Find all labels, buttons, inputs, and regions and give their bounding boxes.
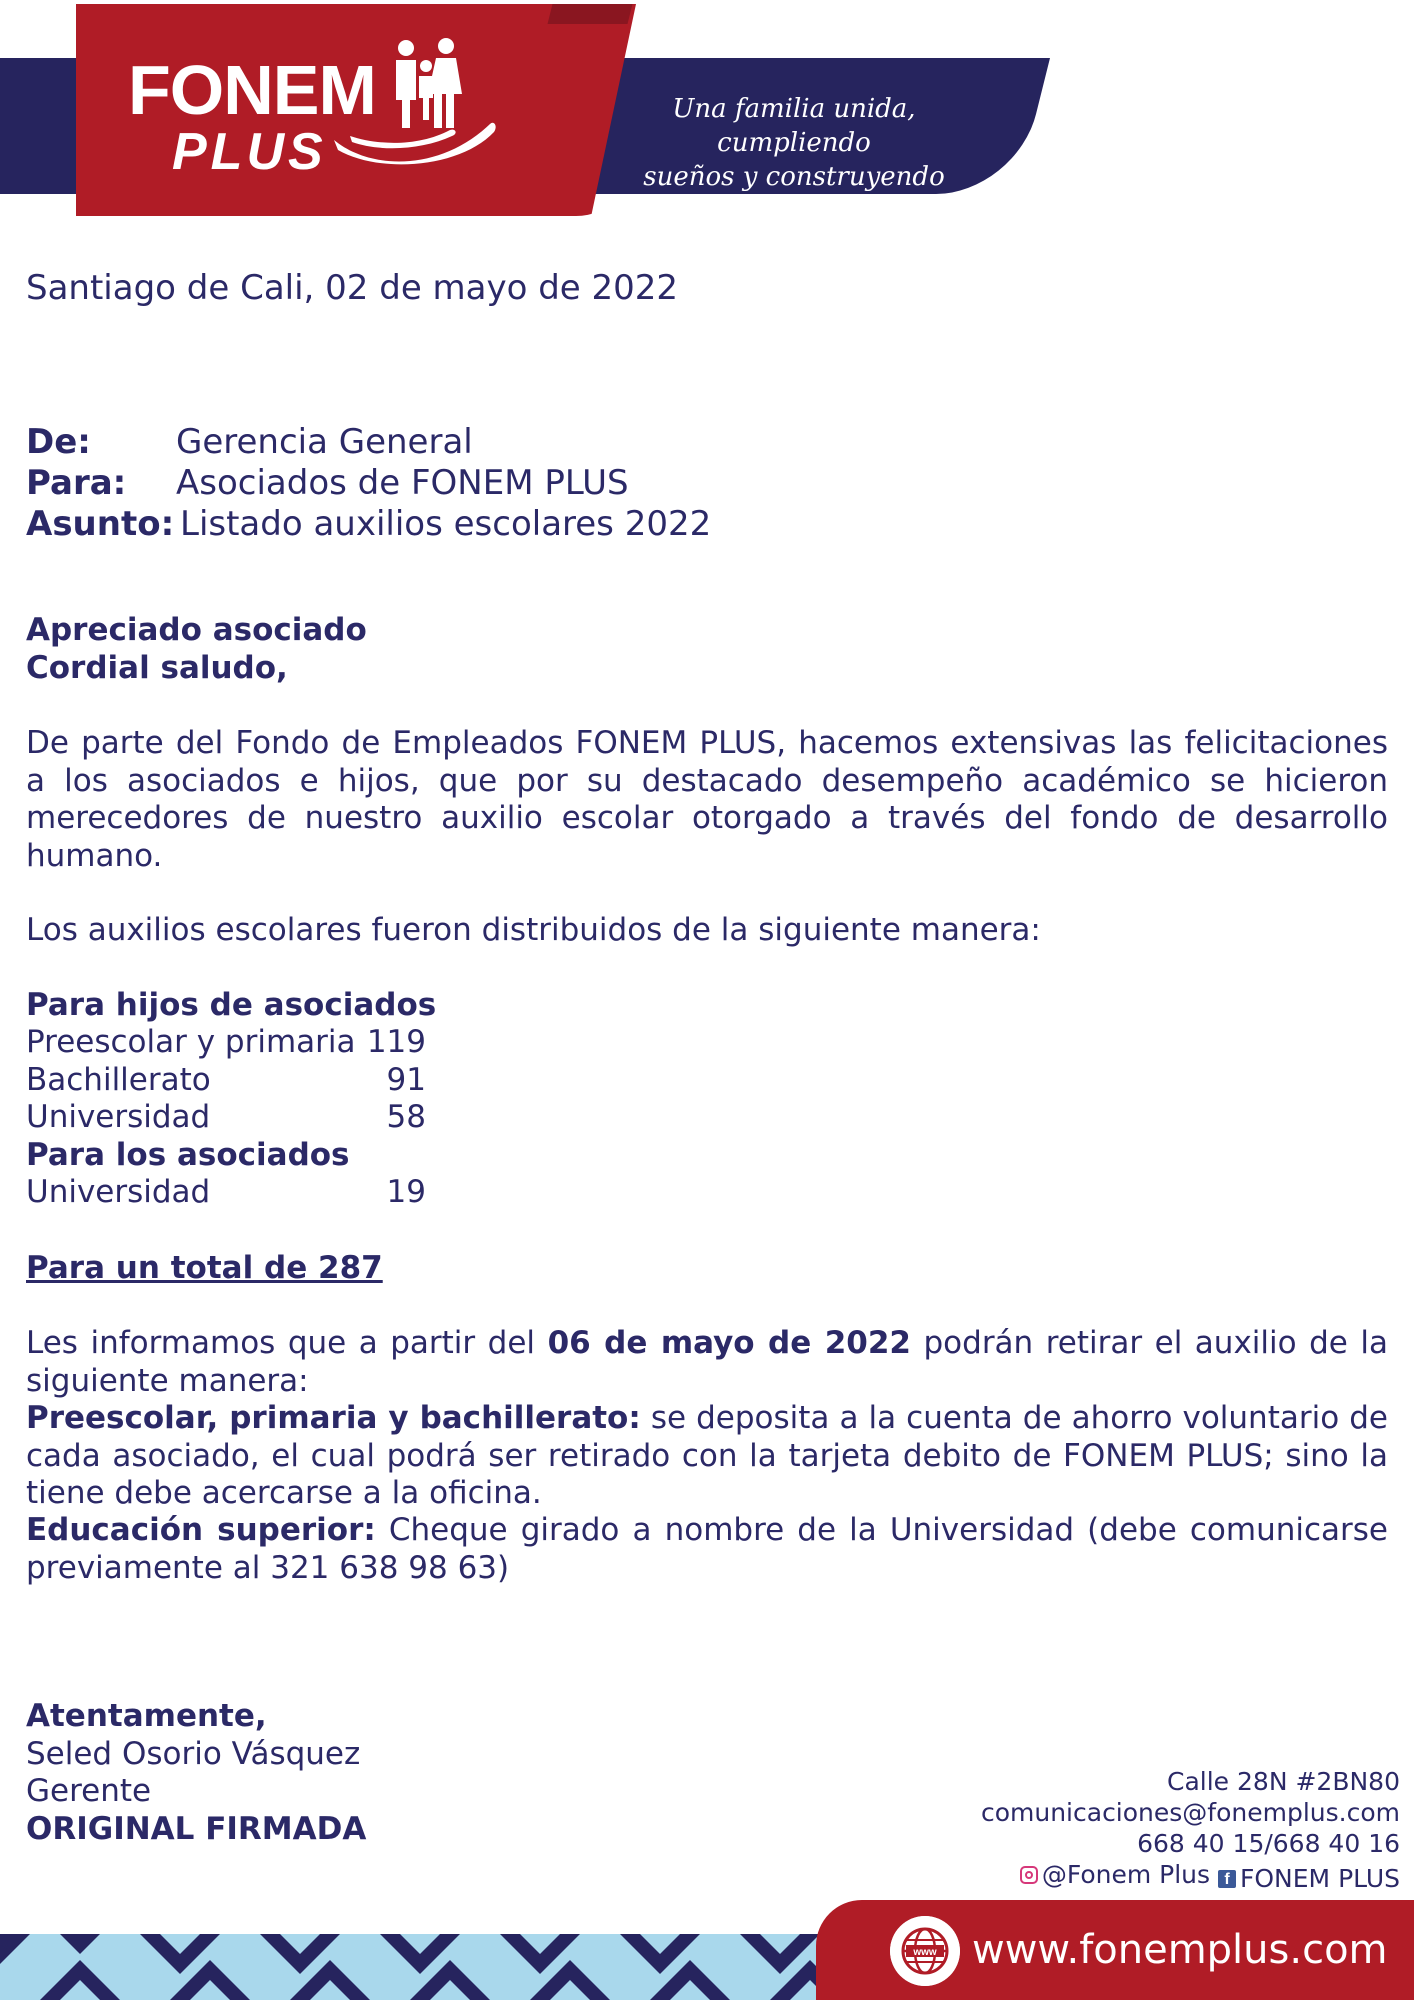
table-row <box>26 1062 426 1100</box>
tagline-line-2: sueños y construyendo bienestar <box>643 162 945 226</box>
paragraph-distribution: Los auxilios escolares fueron distribuidos de la siguiente manera: <box>26 912 1041 948</box>
footer-pattern <box>0 1934 840 2000</box>
signed-note: ORIGINAL FIRMADA <box>26 1811 367 1847</box>
from-value: Gerencia General <box>176 422 473 462</box>
svg-text:www: www <box>913 1947 937 1958</box>
group-associates-title-text: Para los asociados <box>26 1136 350 1173</box>
website-link[interactable]: www.fonemplus.com <box>972 1927 1388 1973</box>
to-value: Asociados de FONEM PLUS <box>176 463 629 503</box>
from-row <box>26 422 473 463</box>
facebook-handle: FONEM PLUS <box>1240 1864 1400 1893</box>
to-row <box>26 463 629 504</box>
contact-block <box>981 1766 1400 1894</box>
info-date: 06 de mayo de 2022 <box>547 1325 911 1361</box>
instagram-link[interactable] <box>1020 1859 1210 1890</box>
level-count: 119 <box>366 1024 426 1060</box>
subject-label: Asunto: <box>26 504 175 544</box>
info-post: podrán retirar el auxilio de la siguiente manera: <box>26 1325 1388 1399</box>
globe-icon <box>890 1916 960 1986</box>
paragraph-method-school <box>26 1400 1388 1513</box>
level-count: 19 <box>386 1174 426 1210</box>
phones: 668 40 15/668 40 16 <box>1137 1829 1400 1858</box>
paragraph-congratulations: De parte del Fondo de Empleados FONEM PLUS, hacemos extensivas las felicitaciones a los asociados e hijos, que por su destacado desempeño académico se hicieron merecedores de nuestro auxilio escolar otorgado a través del fondo de desarrollo humano. <box>26 725 1388 874</box>
email-link[interactable]: comunicaciones@fonemplus.com <box>980 1798 1400 1827</box>
table-row <box>26 1174 426 1212</box>
table-row <box>26 1099 426 1137</box>
paragraph-info <box>26 1325 1388 1400</box>
level-name: Preescolar y primaria <box>26 1024 356 1060</box>
total-line: Para un total de 287 <box>26 1250 383 1286</box>
facebook-link[interactable] <box>1218 1863 1400 1894</box>
greeting-line-2: Cordial saludo, <box>26 650 288 686</box>
level-name: Universidad <box>26 1174 211 1210</box>
tagline-line-1: Una familia unida, cumpliendo <box>672 94 916 158</box>
method-university-label: Educación superior: <box>26 1512 376 1548</box>
banner-red-accent <box>548 4 633 24</box>
greeting-line-1: Apreciado asociado <box>26 612 367 648</box>
group-children-title: Para hijos de asociados <box>26 987 437 1023</box>
social-row <box>981 1859 1400 1894</box>
group-associates-title <box>26 1137 426 1175</box>
facebook-icon: f <box>1218 1870 1236 1888</box>
subject-row <box>26 504 711 545</box>
letter-date: Santiago de Cali, 02 de mayo de 2022 <box>26 268 679 308</box>
paragraph-method-university <box>26 1512 1388 1587</box>
signer-name: Seled Osorio Vásquez <box>26 1736 361 1772</box>
info-pre: Les informamos que a partir del <box>26 1325 548 1361</box>
instagram-handle: @Fonem Plus <box>1041 1860 1211 1889</box>
level-name: Bachillerato <box>26 1061 211 1098</box>
method-school-text: se deposita a la cuenta de ahorro voluntario de cada asociado, el cual podrá ser retirado con la tarjeta debito de FONEM PLUS; sino la tiene debe acercarse a la oficina. <box>26 1400 1388 1511</box>
from-label: De: <box>26 422 91 462</box>
hand-icon <box>330 110 500 170</box>
closing: Atentamente, <box>26 1698 267 1734</box>
level-count: 58 <box>386 1099 426 1135</box>
table-row <box>26 1024 426 1062</box>
logo-wordmark-fonem: FONEM <box>128 51 376 129</box>
aid-count-table <box>26 1024 426 1212</box>
level-count: 91 <box>386 1061 426 1098</box>
logo-wordmark-plus: PLUS <box>172 123 327 181</box>
to-label: Para: <box>26 463 127 503</box>
brand-tagline <box>594 92 994 228</box>
subject-value: Listado auxilios escolares 2022 <box>180 504 712 544</box>
level-name: Universidad <box>26 1099 211 1135</box>
signer-role: Gerente <box>26 1773 152 1809</box>
address: Calle 28N #2BN80 <box>1167 1767 1400 1796</box>
method-university-text: Cheque girado a nombre de la Universidad (debe comunicarse previamente al 321 638 98 63) <box>26 1512 1388 1586</box>
method-school-label: Preescolar, primaria y bachillerato: <box>26 1400 641 1436</box>
instagram-icon <box>1020 1866 1038 1884</box>
